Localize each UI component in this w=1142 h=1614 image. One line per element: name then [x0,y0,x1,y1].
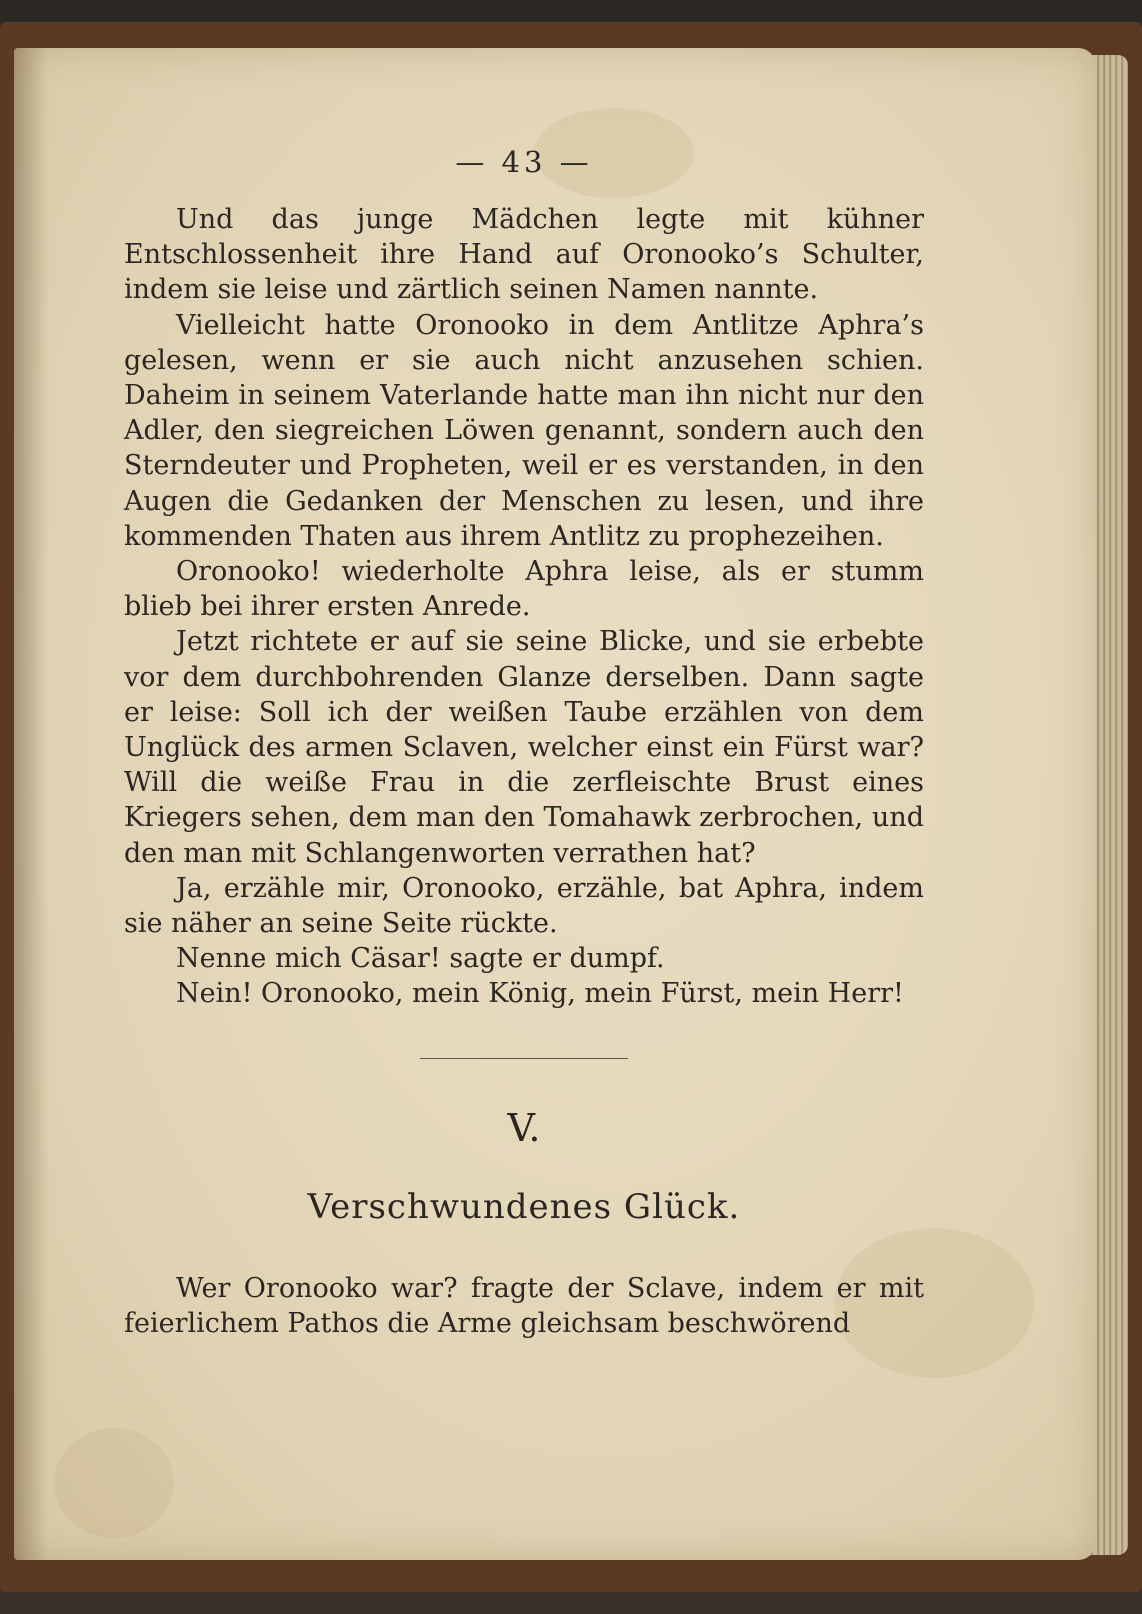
page-content [124,140,924,1341]
section-divider [420,1058,628,1059]
paragraph: Nein! Oronooko, mein König, mein Fürst, mein Herr! [176,978,904,1010]
chapter-title: Verschwundenes Glück. [307,1186,741,1227]
paper-stain [54,1428,174,1538]
paragraph: Jetzt richtete er auf sie seine Blicke, und sie erbebte vor dem durchbohrenden Glanze derselben. Dann sagte er leise: Soll ich der weißen Taube erzählen von dem Unglück des armen Sclaven, welcher einst ein Fürst war? Will die weiße Frau in die zerfleischte Brust eines Kriegers sehen, dem man den Tomahawk zerbrochen, und den man mit Schlangenworten verrathen hat? [124,626,924,869]
spine-shadow [14,48,48,1560]
paragraph: Oronooko! wiederholte Aphra leise, als er stumm blieb bei ihrer ersten Anrede. [124,556,924,623]
book-page [14,48,1096,1560]
paragraph: Wer Oronooko war? fragte der Sclave, indem er mit feierlichem Pathos die Arme gleichsam beschwörend [124,1272,924,1339]
chapter-number: V. [507,1105,541,1150]
paragraph: Vielleicht hatte Oronooko in dem Antlitze Aphra’s gelesen, wenn er sie auch nicht anzusehen schien. Daheim in seinem Vaterlande hatte man ihn nicht nur den Adler, den siegreichen Löwen genannt, sondern auch den Sterndeuter und Propheten, weil er es verstanden, in den Augen die Gedanken der Menschen zu lesen, und ihre kommenden Thaten aus ihrem Antlitz zu prophezeihen. [124,309,924,552]
page-number: — 43 — [455,145,593,179]
paragraph: Und das junge Mädchen legte mit kühner Entschlossenheit ihre Hand auf Oronooko’s Schulter, indem sie leise und zärtlich seinen Namen nannte. [124,204,924,306]
paragraph: Nenne mich Cäsar! sagte er dumpf. [176,943,665,975]
paragraph: Ja, erzähle mir, Oronooko, erzähle, bat Aphra, indem sie näher an seine Seite rückte. [124,872,924,940]
